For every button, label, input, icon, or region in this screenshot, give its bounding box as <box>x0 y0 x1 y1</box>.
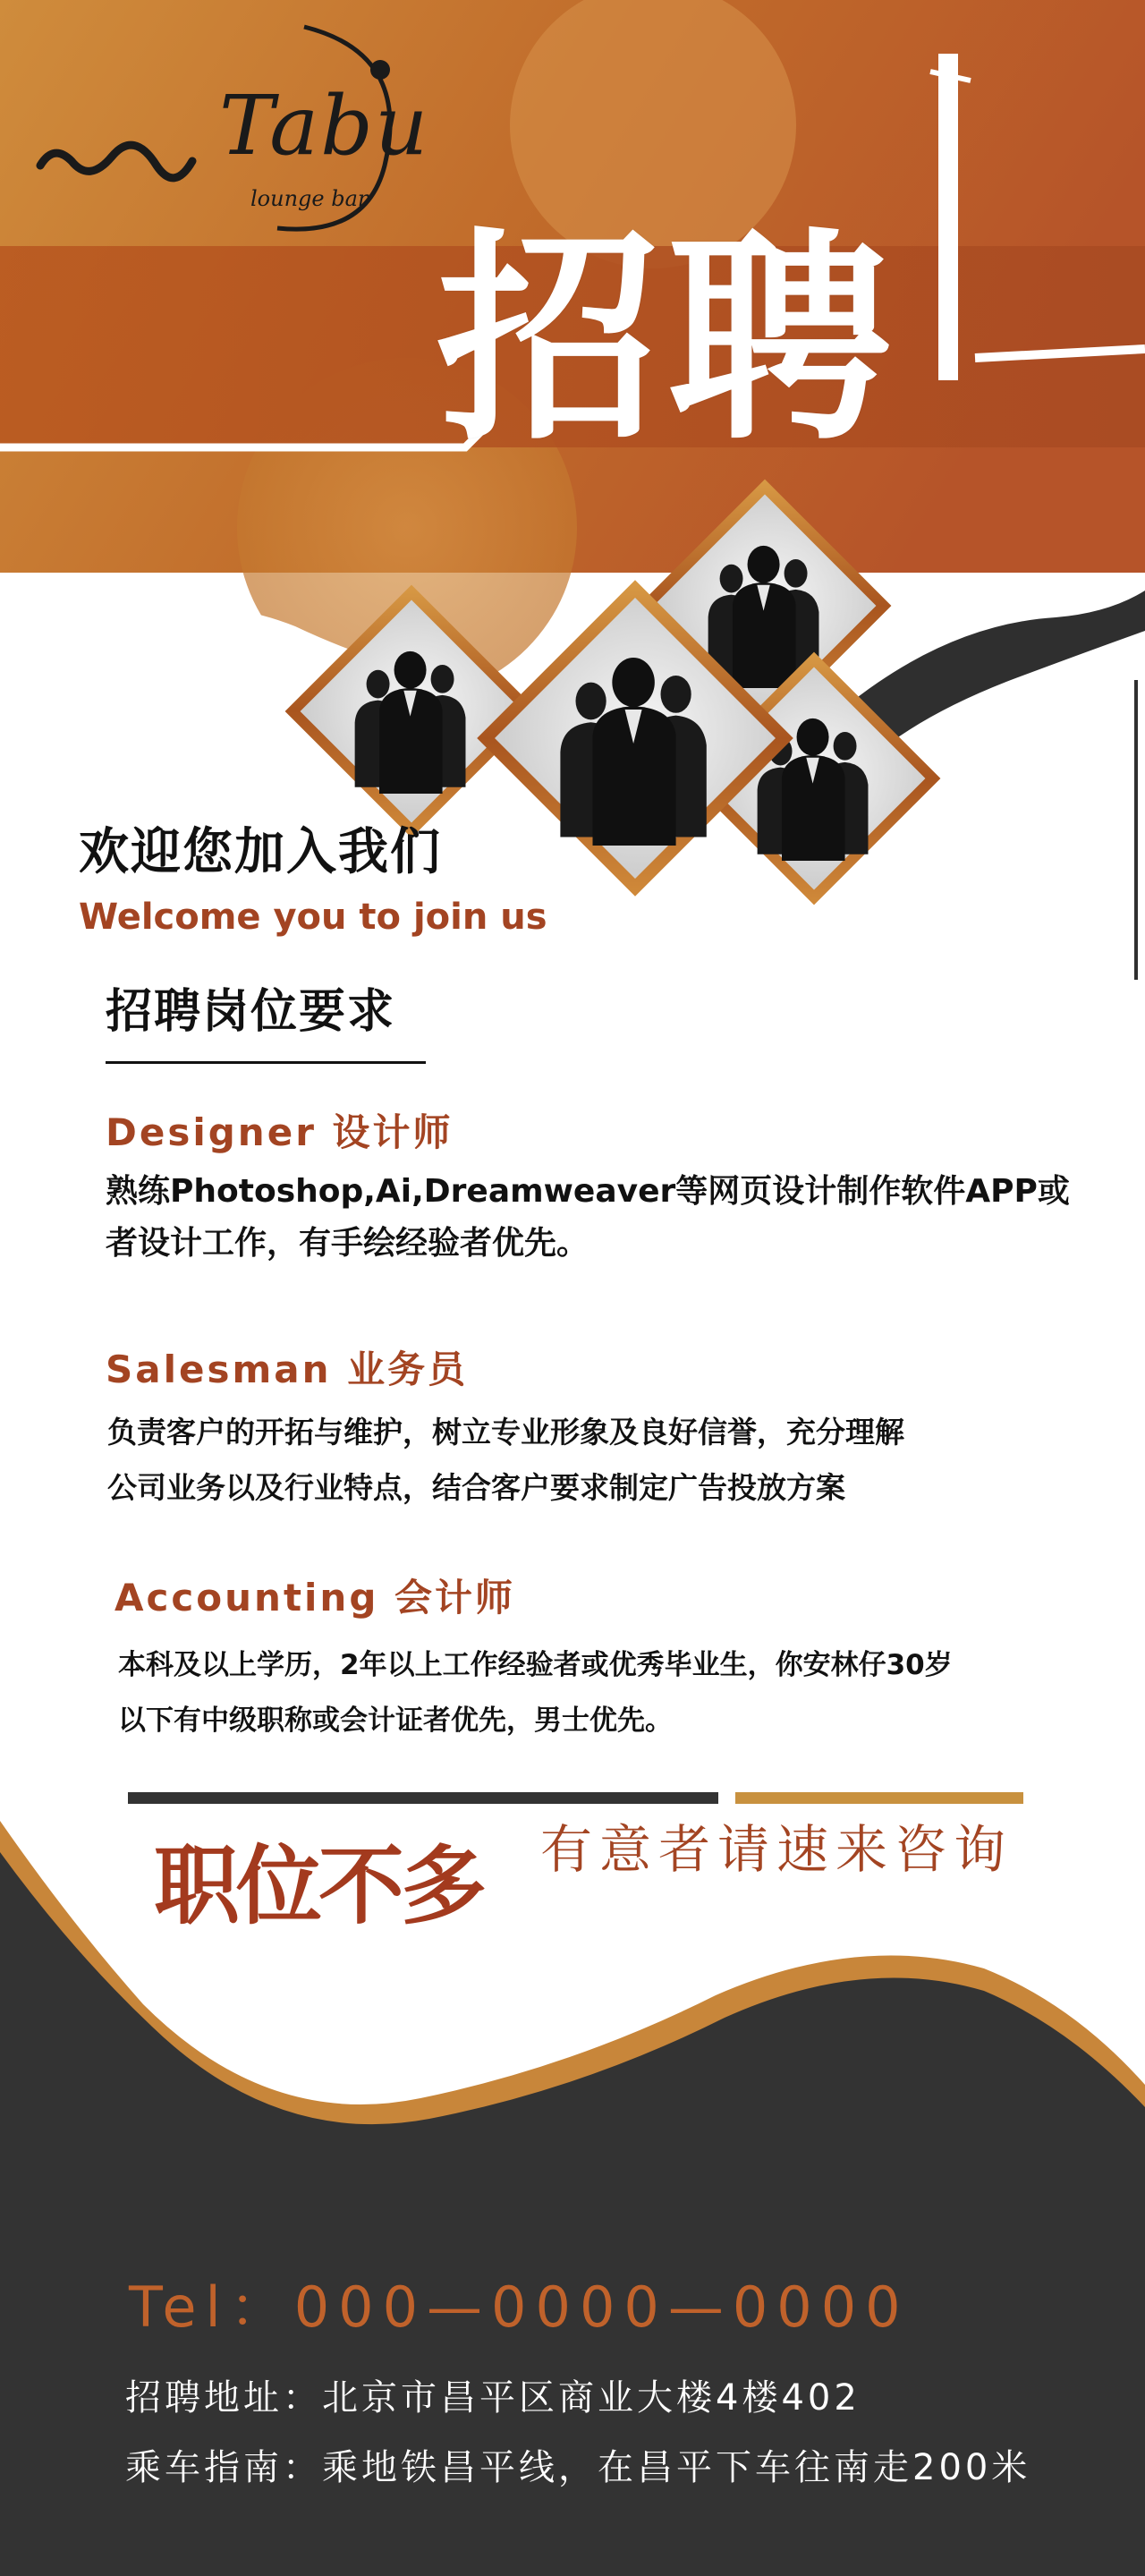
job-desc-line: 负责客户的开拓与维护，树立专业形象及良好信誉，充分理解 <box>107 1415 904 1450</box>
job-desc-line: 公司业务以及行业特点，结合客户要求制定广告投放方案 <box>107 1470 845 1505</box>
welcome-heading-cn: 欢迎您加入我们 <box>79 823 442 881</box>
consult-now-slogan: 有意者请速来咨询 <box>540 1819 1014 1880</box>
contact-address: 招聘地址：北京市昌平区商业大楼4楼402 <box>125 2377 861 2419</box>
contact-phone: Tel：000—0000—0000 <box>129 2274 910 2340</box>
poster-title: 招聘 <box>437 209 898 470</box>
job-desc-line: 熟练Photoshop,Ai,Dreamweaver等网页设计制作软件APP或 <box>106 1173 1070 1210</box>
job-desc-line: 者设计工作，有手绘经验者优先。 <box>106 1225 589 1262</box>
job-desc-designer <box>106 1166 1070 1270</box>
requirements-heading: 招聘岗位要求 <box>106 985 396 1039</box>
job-desc-line: 以下有中级职称或会计证者优先，男士优先。 <box>118 1705 673 1737</box>
welcome-heading-en: Welcome you to join us <box>79 897 547 938</box>
requirements-underline <box>106 1061 426 1064</box>
job-title-designer: Designer 设计师 <box>106 1110 454 1154</box>
team-silhouette-icon <box>355 651 466 794</box>
divider-dark <box>128 1792 718 1804</box>
team-silhouette-icon <box>560 658 706 846</box>
job-desc-line: 本科及以上学历，2年以上工作经验者或优秀毕业生，你安林仔30岁 <box>118 1649 953 1681</box>
brand-logo <box>27 18 430 251</box>
logo-wordmark: Tabu <box>219 78 430 174</box>
positions-limited-slogan: 职位不多 <box>154 1836 483 1936</box>
contact-directions: 乘车指南：乘地铁昌平线，在昌平下车往南走200米 <box>125 2447 1031 2488</box>
divider-gold <box>735 1792 1023 1804</box>
job-desc-salesman <box>107 1405 904 1516</box>
job-title-salesman: Salesman 业务员 <box>106 1348 469 1391</box>
job-title-accounting: Accounting 会计师 <box>114 1576 516 1620</box>
logo-tagline: lounge bar <box>250 186 369 211</box>
job-desc-accounting <box>118 1637 953 1748</box>
